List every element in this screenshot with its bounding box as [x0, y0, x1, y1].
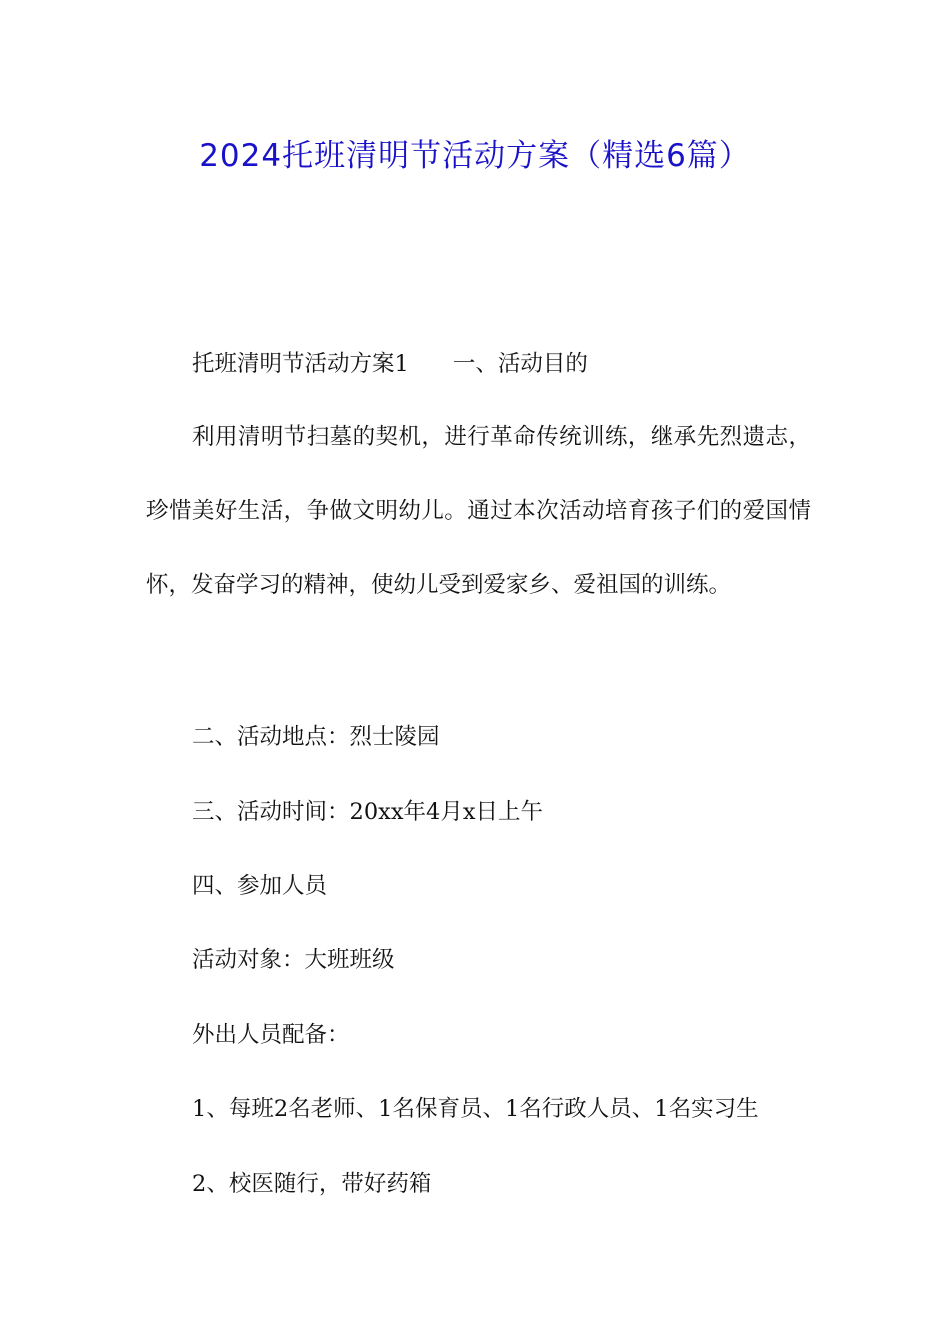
staff-heading: 外出人员配备： — [192, 1022, 350, 1048]
staff-item: 2、校医随行，带好药箱 — [192, 1171, 432, 1197]
purpose-heading: 一、活动目的 — [452, 351, 588, 377]
purpose-paragraph: 利用清明节扫墓的契机，进行革命传统训练，继承先烈遗志，珍惜美好生活，争做文明幼儿。通过本次活动培育孩子们的爱国情怀，发奋学习的精神，使幼儿受到爱家乡、爱祖国的训练。 — [146, 424, 811, 598]
target-line: 活动对象：大班班级 — [192, 947, 395, 973]
document-title: 2024托班清明节活动方案（精选6篇） — [199, 138, 751, 174]
participants-heading: 四、参加人员 — [192, 873, 328, 899]
section-heading-line — [192, 346, 857, 378]
location-line: 二、活动地点：烈士陵园 — [192, 724, 440, 750]
plan-heading: 托班清明节活动方案1 — [192, 351, 409, 377]
staff-item: 1、每班2名老师、1名保育员、1名行政人员、1名实习生 — [192, 1096, 759, 1122]
time-line: 三、活动时间：20xx年4月x日上午 — [192, 799, 544, 825]
